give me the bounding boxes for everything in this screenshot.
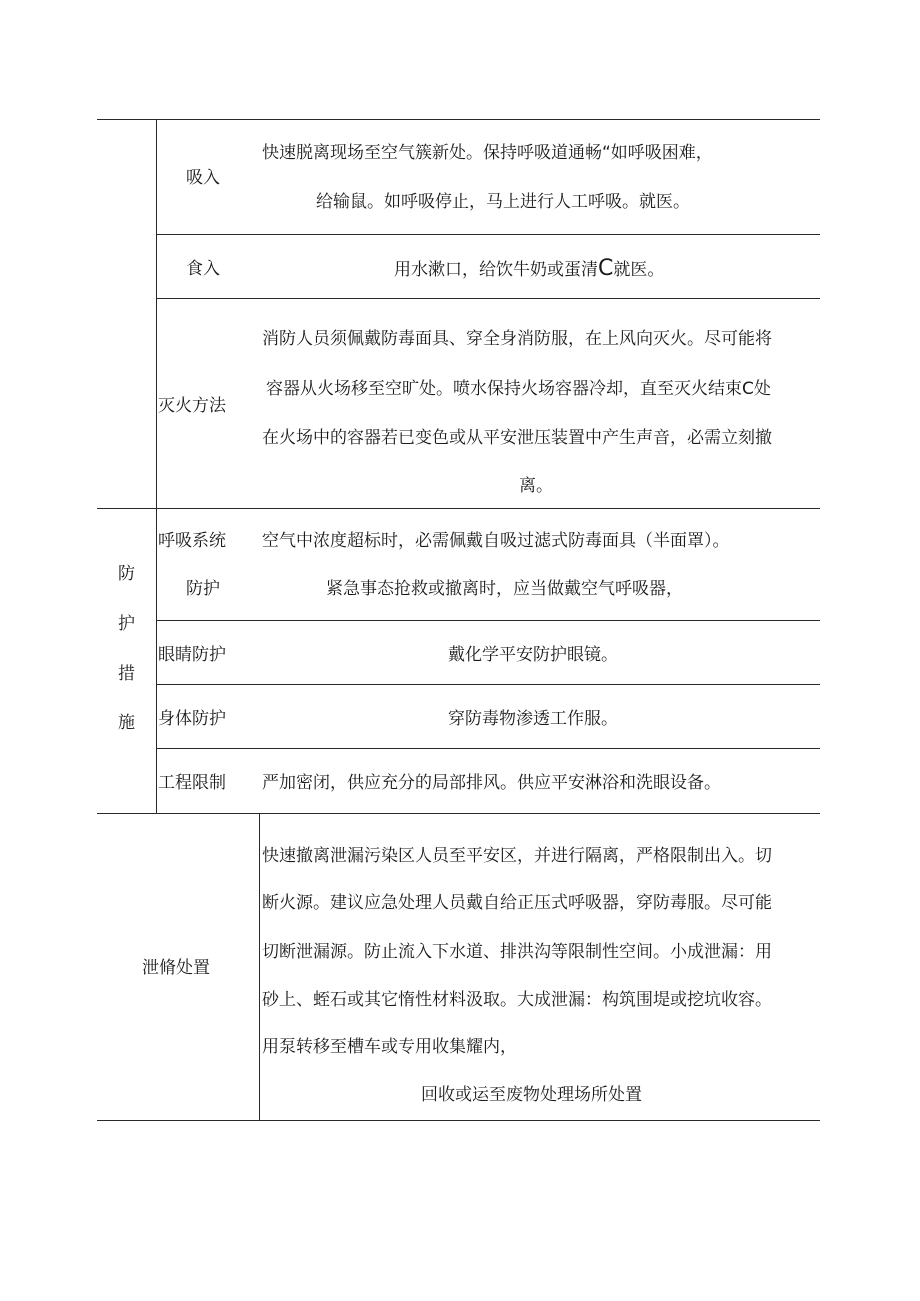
leak-text-line5: 用泵转移至槽车或专用收集耀内， — [262, 1037, 517, 1057]
column-divider-group — [156, 119, 157, 813]
fire-text-line3: 在火场中的容器若已变色或从平安泄压装置中产生声音，必需立刻撤 — [262, 428, 772, 448]
table-top-border — [97, 119, 820, 120]
table-bottom-border — [97, 1120, 820, 1121]
protection-group-char-4: 施 — [118, 713, 135, 733]
fire-label: 灭火方法 — [158, 396, 226, 416]
ingestion-text-part2: 就医。 — [613, 260, 665, 280]
body-label: 身体防护 — [158, 709, 226, 729]
protection-group-char-3: 措 — [118, 664, 135, 684]
leak-text-line4: 砂上、蛭石或其它惰性材料汲取。大成泄漏：构筑围堤或挖坑收容。 — [262, 990, 772, 1010]
protection-group-char-1: 防 — [118, 564, 135, 584]
fire-text-line1: 消防人员须佩戴防毒面具、穿全身消防服，在上风向灭火。尽可能将 — [262, 329, 772, 349]
eye-text: 戴化学平安防护眼镜。 — [448, 645, 618, 665]
leak-text-line2: 断火源。建议应急处理人员戴自给正压式呼吸器，穿防毒服。尽可能 — [262, 893, 772, 913]
leak-label: 泄脩处置 — [142, 958, 210, 978]
row-divider-ingestion — [156, 298, 820, 299]
row-divider-inhalation — [156, 234, 820, 235]
ingestion-text — [394, 256, 665, 281]
row-divider-protection — [97, 813, 820, 814]
eye-label: 眼睛防护 — [158, 645, 226, 665]
respiratory-text-line1: 空气中浓度超标时，必需佩戴自吸过滤式防毒面具（半面罩）。 — [262, 531, 730, 551]
leak-text-line6: 回收或运至废物处理场所处置 — [421, 1085, 642, 1105]
inhalation-text-line1: 快速脱离现场至空气簇新处。保持呼吸道通畅“如呼吸困难， — [262, 143, 713, 163]
ingestion-text-part1: 用水漱口，给饮牛奶或蛋清 — [394, 260, 598, 280]
inhalation-text-line2: 给输鼠。如呼吸停止，马上进行人工呼吸。就医。 — [316, 192, 690, 212]
engineering-label: 工程限制 — [158, 773, 226, 793]
protection-group-char-2: 护 — [118, 614, 135, 634]
ingestion-text-c: C — [598, 256, 614, 281]
fire-text-line2: 容器从火场移至空旷处。喷水保持火场容器冷却，直至灭火结束C处 — [266, 379, 771, 399]
ingestion-label: 食入 — [186, 259, 220, 279]
respiratory-text-line2: 紧急事态抢救或撤离时，应当做戴空气呼吸器， — [326, 579, 683, 599]
row-divider-respiratory — [156, 620, 820, 621]
row-divider-fire — [97, 508, 820, 509]
leak-text-line1: 快速撤离泄漏污染区人员至平安区，并进行隔离，严格限制出入。切 — [262, 846, 772, 866]
body-text: 穿防毒物渗透工作服。 — [448, 709, 618, 729]
inhalation-label: 吸入 — [186, 168, 220, 188]
respiratory-label-line2: 防护 — [186, 579, 220, 599]
row-divider-eye — [156, 684, 820, 685]
row-divider-body — [156, 748, 820, 749]
column-divider-leak — [259, 813, 260, 1120]
fire-text-line4: 离。 — [519, 476, 553, 496]
leak-text-line3: 切断泄漏源。防止流入下水道、排洪沟等限制性空间。小成泄漏：用 — [262, 942, 772, 962]
respiratory-label-line1: 呼吸系统 — [158, 531, 226, 551]
engineering-text: 严加密闭，供应充分的局部排风。供应平安淋浴和洗眼设备。 — [262, 773, 721, 793]
